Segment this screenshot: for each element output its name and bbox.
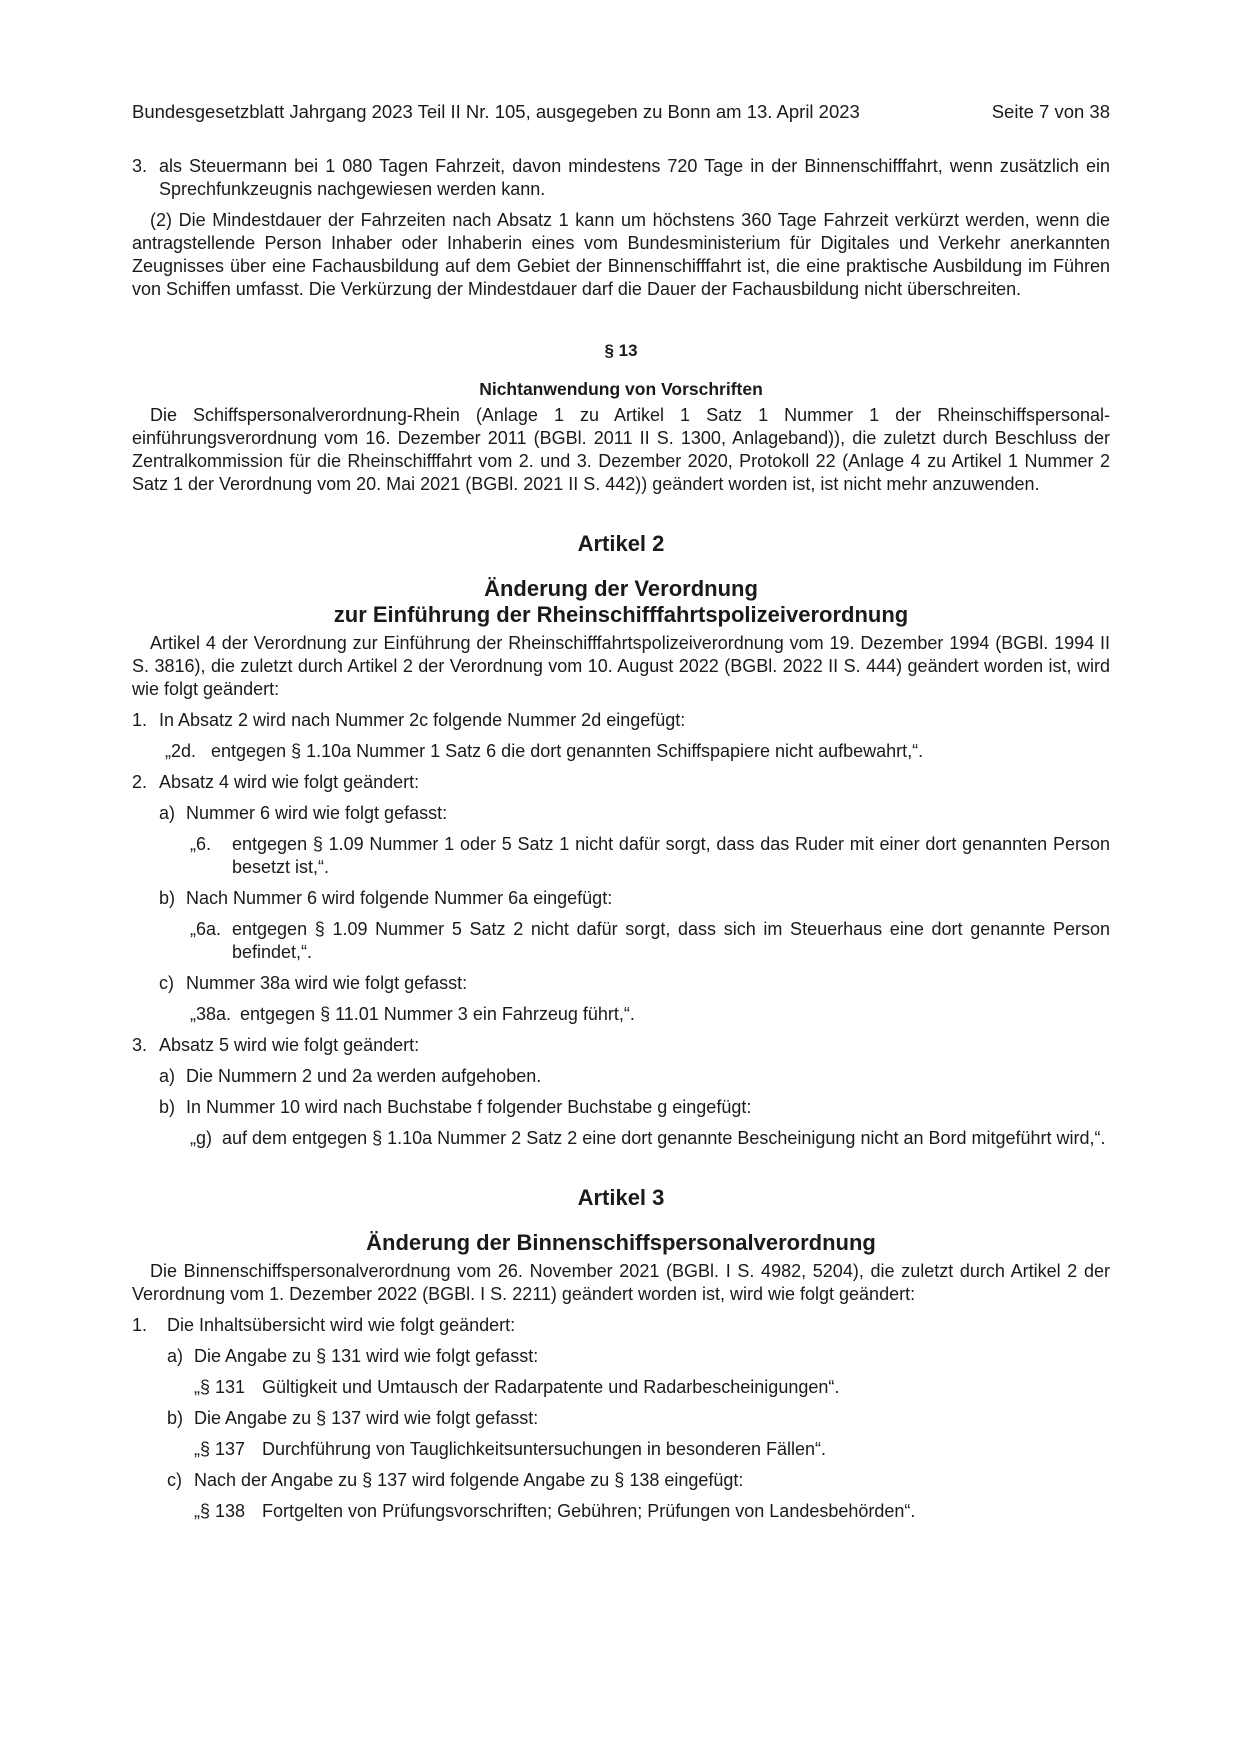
quoted-amendment	[132, 1438, 1110, 1461]
sub-item-text: Die Nummern 2 und 2a werden aufgehoben.	[186, 1066, 542, 1086]
sub-item-letter: b)	[167, 1408, 184, 1428]
article-3-intro: Die Binnenschiffspersonalverordnung vom 26. November 2021 (BGBl. I S. 4982, 5204), die zuletzt durch Artikel 2 der Verordnung vom 1. Dezember 2022 (BGBl. I S. 2211) geändert worden ist, wird wie folgt geändert:	[132, 1261, 1110, 1304]
quote-number: „38a.	[190, 1004, 232, 1024]
sub-item-text: Nummer 6 wird wie folgt gefasst:	[186, 803, 448, 823]
paragraph-number: § 13	[604, 341, 638, 360]
quote-number: „g)	[190, 1128, 212, 1148]
sub-item	[132, 972, 1110, 995]
quote-text: entgegen § 1.10a Nummer 1 Satz 6 die dort genannten Schiffspapiere nicht aufbewahrt,“.	[211, 741, 924, 761]
document-body	[132, 155, 1110, 1523]
sub-item-text: Die Angabe zu § 131 wird wie folgt gefasst:	[194, 1346, 539, 1366]
paragraph-text: Die Schiffspersonalverordnung-Rhein (Anlage 1 zu Artikel 1 Satz 1 Nummer 1 der Rheinschiffspersonaleinführungsverordnung vom 16. Dezember 2011 (BGBl. 2011 II S. 1300, Anlageband)), die zuletzt durch Beschluss der Zentralkommission für die Rheinschifffahrt vom 2. und 3. Dezember 2020, Protokoll 22 (Anlage 4 zu Artikel 1 Nummer 2 Satz 1 der Verordnung vom 20. Mai 2021 (BGBl. 2021 II S. 442)) geändert worden ist, ist nicht mehr anzuwenden.	[132, 405, 1110, 494]
quoted-amendment	[132, 740, 1110, 763]
sub-item-letter: b)	[159, 888, 176, 908]
sub-item-letter: a)	[159, 1066, 176, 1086]
item-number: 1.	[132, 1315, 148, 1335]
list-item	[132, 155, 1110, 201]
quote-text: entgegen § 1.09 Nummer 1 oder 5 Satz 1 nicht dafür sorgt, dass das Ruder mit einer dort genannten Person besetzt ist,“.	[232, 834, 1110, 877]
paragraph-title: Nichtanwendung von Vorschriften	[479, 379, 763, 399]
quote-number: „6a.	[190, 919, 222, 939]
quote-text: entgegen § 11.01 Nummer 3 ein Fahrzeug führt,“.	[240, 1004, 635, 1024]
sub-item-text: Nummer 38a wird wie folgt gefasst:	[186, 973, 468, 993]
quoted-amendment	[132, 1003, 1110, 1026]
item-number: 2.	[132, 772, 148, 792]
sub-item	[132, 887, 1110, 910]
quoted-amendment	[132, 918, 1110, 964]
sub-item	[132, 1065, 1110, 1088]
header-citation: Bundesgesetzblatt Jahrgang 2023 Teil II Nr. 105, ausgegeben zu Bonn am 13. April 2023	[132, 101, 860, 122]
item-text: Absatz 4 wird wie folgt geändert:	[159, 772, 420, 792]
quote-text: entgegen § 1.09 Nummer 5 Satz 2 nicht dafür sorgt, dass sich im Steuerhaus eine dort genannte Person befindet,“.	[232, 919, 1110, 962]
quote-number: „6.	[190, 834, 212, 854]
article-3-title: Änderung der Binnenschiffspersonalverordnung	[366, 1230, 876, 1255]
quote-text: auf dem entgegen § 1.10a Nummer 2 Satz 2 eine dort genannte Bescheinigung nicht an Bord mitgeführt wird,“.	[222, 1128, 1106, 1148]
sub-item-text: Nach der Angabe zu § 137 wird folgende Angabe zu § 138 eingefügt:	[194, 1470, 744, 1490]
sub-item	[132, 1345, 1110, 1368]
list-item	[132, 1314, 1110, 1337]
quote-number: „§ 131	[194, 1377, 246, 1397]
sub-item-text: In Nummer 10 wird nach Buchstabe f folgender Buchstabe g eingefügt:	[186, 1097, 752, 1117]
sub-item	[132, 1096, 1110, 1119]
sub-item	[132, 802, 1110, 825]
item-number: 3.	[132, 1035, 148, 1055]
list-item	[132, 709, 1110, 732]
list-item	[132, 1034, 1110, 1057]
item-number: 1.	[132, 710, 148, 730]
item-text: Absatz 5 wird wie folgt geändert:	[159, 1035, 420, 1055]
sub-item	[132, 1469, 1110, 1492]
article-3-heading: Artikel 3	[577, 1185, 665, 1210]
quote-number: „§ 138	[194, 1501, 246, 1521]
sub-item-letter: a)	[167, 1346, 184, 1366]
item-text: als Steuermann bei 1 080 Tagen Fahrzeit, davon mindestens 720 Tage in der Binnenschifffahrt, wenn zusätzlich ein Sprechfunkzeugnis nachgewiesen werden kann.	[159, 156, 1110, 199]
sub-item-letter: c)	[159, 973, 174, 993]
item-number: 3.	[132, 156, 148, 176]
sub-item-text: Die Angabe zu § 137 wird wie folgt gefasst:	[194, 1408, 539, 1428]
quote-text: Fortgelten von Prüfungsvorschriften; Gebühren; Prüfungen von Landesbehörden“.	[262, 1501, 916, 1521]
quote-number: „§ 137	[194, 1439, 246, 1459]
quote-text: Gültigkeit und Umtausch der Radarpatente und Radarbescheinigungen“.	[262, 1377, 840, 1397]
page-number: Seite 7 von 38	[991, 101, 1110, 122]
absatz-2: (2) Die Mindestdauer der Fahrzeiten nach Absatz 1 kann um höchstens 360 Tage Fahrzeit verkürzt werden, wenn die antragstellende Person Inhaber oder Inhaberin eines vom Bundesministerium für Digitales und Verkehr anerkannten Zeugnisses über eine Fachausbildung auf dem Gebiet der Binnenschifffahrt ist, die eine praktische Ausbildung im Führen von Schiffen umfasst. Die Verkürzung der Mindestdauer darf die Dauer der Fachausbildung nicht überschreiten.	[132, 210, 1110, 299]
article-2-title-line1: Änderung der Verordnung	[484, 576, 758, 601]
list-item	[132, 771, 1110, 794]
quote-number: „2d.	[165, 741, 197, 761]
quoted-amendment	[132, 1376, 1110, 1399]
page-header	[132, 100, 1110, 123]
quoted-amendment	[132, 1500, 1110, 1523]
quoted-amendment	[132, 1127, 1110, 1150]
item-text: In Absatz 2 wird nach Nummer 2c folgende Nummer 2d eingefügt:	[159, 710, 686, 730]
quote-text: Durchführung von Tauglichkeitsuntersuchungen in besonderen Fällen“.	[262, 1439, 827, 1459]
sub-item-text: Nach Nummer 6 wird folgende Nummer 6a eingefügt:	[186, 888, 613, 908]
quoted-amendment	[132, 833, 1110, 879]
article-2-heading: Artikel 2	[577, 531, 665, 556]
article-2-title-line2: zur Einführung der Rheinschifffahrtspolizeiverordnung	[333, 602, 909, 627]
sub-item	[132, 1407, 1110, 1430]
article-2-intro: Artikel 4 der Verordnung zur Einführung der Rheinschifffahrtspolizeiverordnung vom 19. Dezember 1994 (BGBl. 1994 II S. 3816), die zuletzt durch Artikel 2 der Verordnung vom 10. August 2022 (BGBl. 2022 II S. 444) geändert worden ist, wird wie folgt geändert:	[132, 633, 1110, 699]
item-text: Die Inhaltsübersicht wird wie folgt geändert:	[167, 1315, 516, 1335]
sub-item-letter: b)	[159, 1097, 176, 1117]
sub-item-letter: a)	[159, 803, 176, 823]
sub-item-letter: c)	[167, 1470, 182, 1490]
